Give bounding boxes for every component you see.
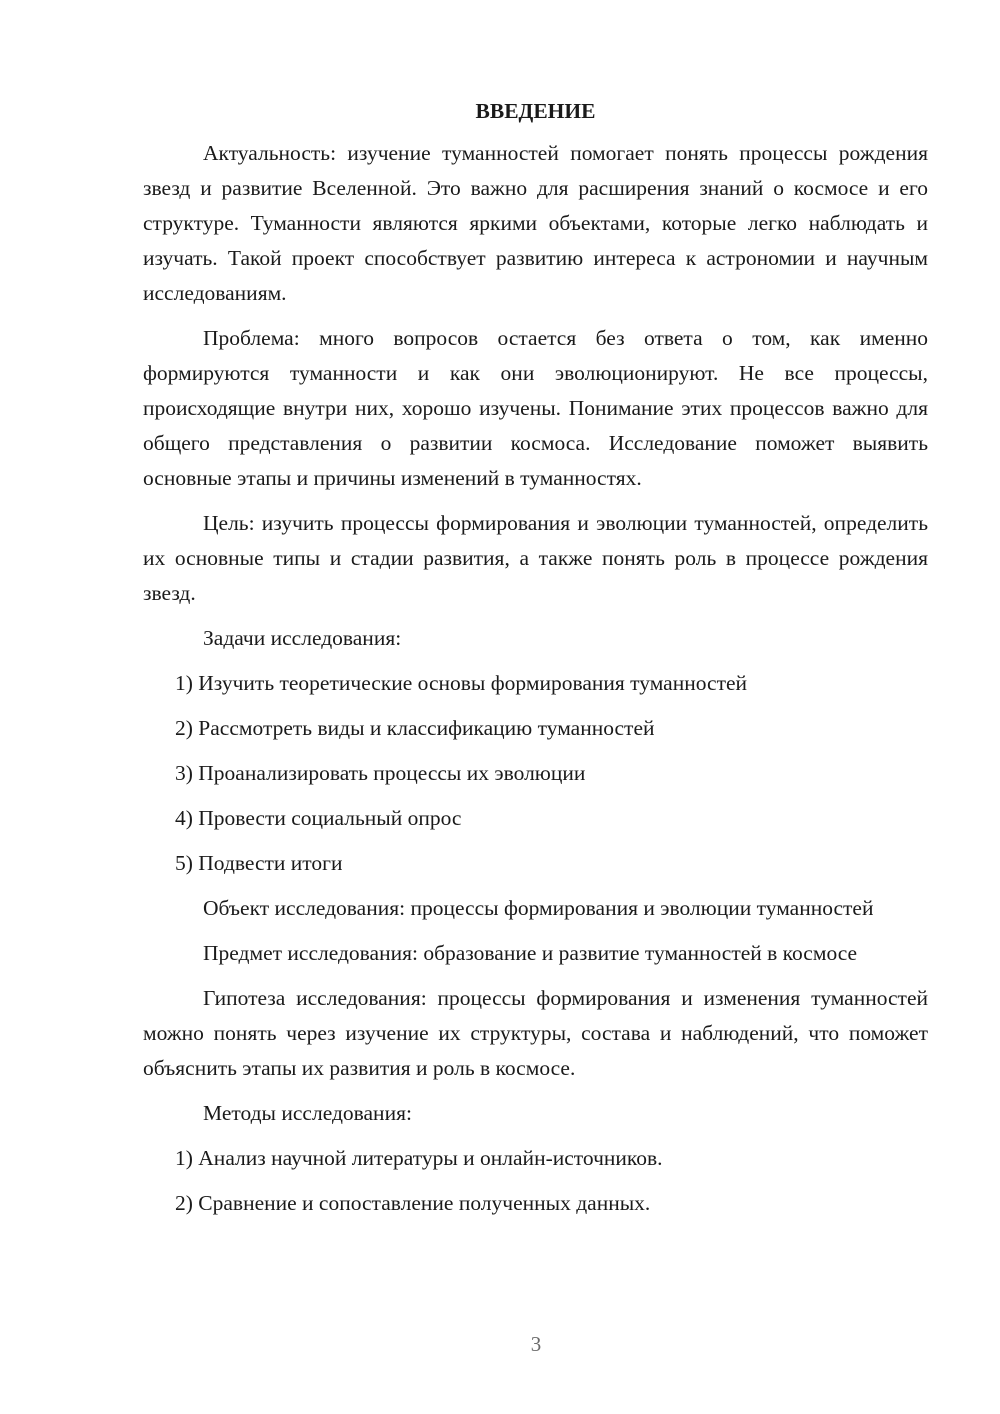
hypothesis-paragraph: Гипотеза исследования: процессы формирования и изменения туманностей можно понять через изучение их структуры, состава и наблюдений, что поможет объяснить этапы их развития и роль в космосе. xyxy=(143,986,928,1080)
list-item: 3) Проанализировать процессы их эволюции xyxy=(175,761,586,785)
methods-heading: Методы исследования: xyxy=(203,1101,412,1125)
tasks-list xyxy=(143,666,928,881)
object-paragraph: Объект исследования: процессы формирования и эволюции туманностей xyxy=(203,896,874,920)
page-number: 3 xyxy=(530,1332,542,1356)
page-title: ВВЕДЕНИЕ xyxy=(475,99,596,123)
list-item: 4) Провести социальный опрос xyxy=(175,806,462,830)
list-item: 1) Изучить теоретические основы формирования туманностей xyxy=(175,671,748,695)
goal-paragraph: Цель: изучить процессы формирования и эволюции туманностей, определить их основные типы и стадии развития, а также понять роль в процессе рождения звезд. xyxy=(143,511,928,605)
list-item: 2) Рассмотреть виды и классификацию туманностей xyxy=(175,716,655,740)
relevance-paragraph: Актуальность: изучение туманностей помогает понять процессы рождения звезд и развитие Вселенной. Это важно для расширения знаний о космосе и его структуре. Туманности являются яркими объектами, которые легко наблюдать и изучать. Такой проект способствует развитию интереса к астрономии и научным исследованиям. xyxy=(143,141,928,305)
subject-paragraph: Предмет исследования: образование и развитие туманностей в космосе xyxy=(203,941,858,965)
problem-paragraph: Проблема: много вопросов остается без ответа о том, как именно формируются туманности и как они эволюционируют. Не все процессы, происходящие внутри них, хорошо изучены. Понимание этих процессов важно для общего представления о развитии космоса. Исследование поможет выявить основные этапы и причины изменений в туманностях. xyxy=(143,326,928,490)
list-item: 2) Сравнение и сопоставление полученных данных. xyxy=(175,1191,651,1215)
tasks-heading: Задачи исследования: xyxy=(203,626,402,650)
list-item: 1) Анализ научной литературы и онлайн-источников. xyxy=(175,1146,663,1170)
document-page xyxy=(143,96,928,1231)
methods-list xyxy=(143,1141,928,1221)
list-item: 5) Подвести итоги xyxy=(175,851,343,875)
